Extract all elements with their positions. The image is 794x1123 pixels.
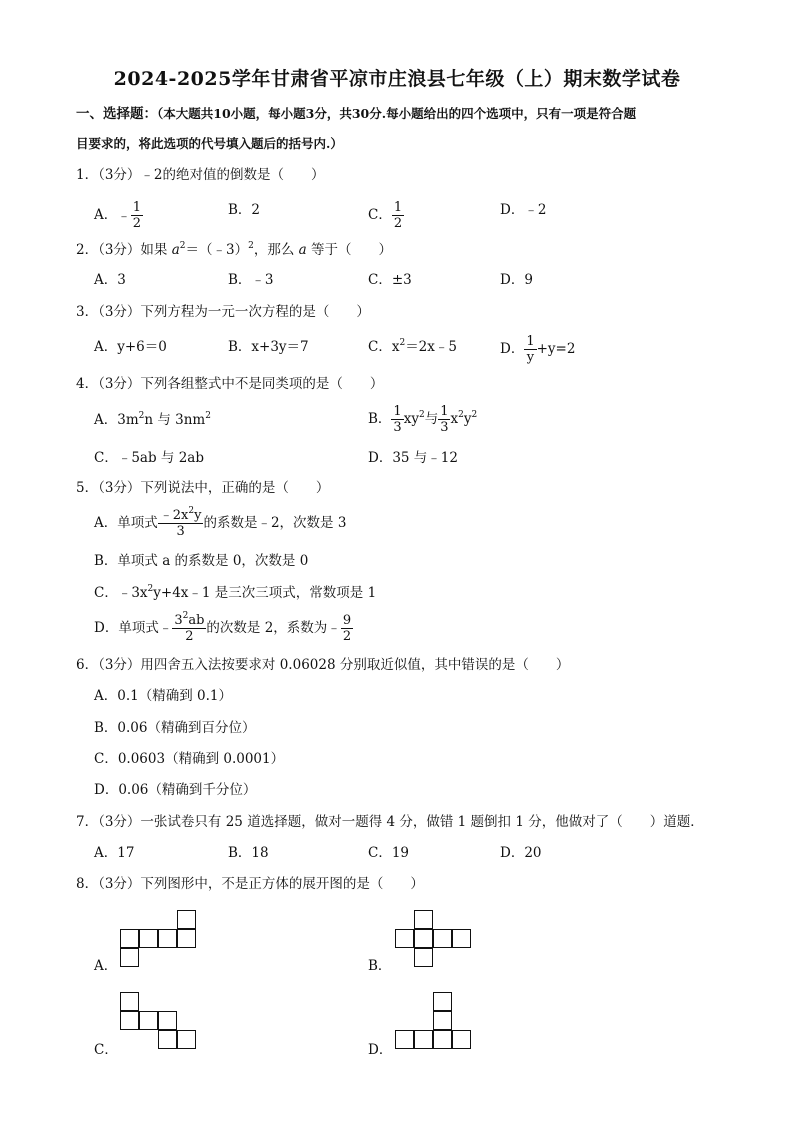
q2-option-a[interactable]: A．3 <box>94 272 126 288</box>
net-square <box>139 929 158 948</box>
net-square <box>433 1011 452 1030</box>
q3-option-c[interactable]: C．$x^2=2x﹣5$ <box>368 338 457 355</box>
q2-option-d[interactable]: D．9 <box>500 272 533 288</box>
q7-option-c[interactable]: C．19 <box>368 845 410 861</box>
fraction: $\frac{1}{3}$ <box>393 404 402 435</box>
section-heading-label: 一、选择题： <box>76 106 157 122</box>
net-square <box>177 929 196 948</box>
net-square <box>452 929 471 948</box>
net-square <box>433 992 452 1011</box>
q5-option-b[interactable]: B．单项式 a 的系数是 0，次数是 0 <box>94 553 309 569</box>
net-square <box>433 1030 452 1049</box>
question-4-stem: 4．（3分）下列各组整式中不是同类项的是（ ） <box>76 376 384 392</box>
q6-option-c[interactable]: C．0.0603（精确到 0.0001） <box>94 751 285 767</box>
question-1-stem: 1．（3分）﹣2的绝对值的倒数是（ ） <box>76 167 325 183</box>
q8-option-b[interactable]: B． <box>368 958 392 974</box>
net-square <box>452 1030 471 1049</box>
q5-option-a[interactable]: A．单项式 $\frac{﹣2x^2y}{3}$ 的系数是﹣2，次数是 3 <box>94 506 347 539</box>
net-square <box>158 1030 177 1049</box>
fraction: $\frac{1}{2}$ <box>393 200 403 231</box>
question-7-stem: 7．（3分）一张试卷只有 25 道选择题，做对一题得 4 分，做错 1 题倒扣 1 分，他做对了（ ）道题． <box>76 814 704 830</box>
q5-option-d[interactable]: D．单项式﹣ $\frac{3^2ab}{2}$ 的次数是 2，系数为﹣ $\frac{9}{2}$ <box>94 611 352 644</box>
net-square <box>158 1011 177 1030</box>
net-square <box>414 1030 433 1049</box>
section-desc-line2: 目要求的，将此选项的代号填入题后的括号内.） <box>76 136 343 151</box>
option-label: C． <box>368 207 392 223</box>
net-square <box>433 929 452 948</box>
q7-option-d[interactable]: D．20 <box>500 845 542 861</box>
q2-option-c[interactable]: C．±3 <box>368 272 412 288</box>
q7-option-b[interactable]: B．18 <box>228 845 269 861</box>
fraction: $\frac{﹣2x^2y}{3}$ <box>159 506 202 539</box>
q6-option-d[interactable]: D．0.06（精确到千分位） <box>94 782 257 798</box>
net-square <box>158 929 177 948</box>
q4-option-d[interactable]: D．35 与﹣12 <box>368 450 458 466</box>
q1-option-b[interactable]: B．2 <box>228 202 261 218</box>
net-square <box>177 1030 196 1049</box>
exam-title: 2024-2025学年甘肃省平凉市庄浪县七年级（上）期末数学试卷 <box>113 68 681 90</box>
q4-option-a[interactable]: A．$3m^2n$ 与 $3nm^2$ <box>94 411 211 428</box>
fraction: $\frac{1}{3}$ <box>440 404 449 435</box>
section-desc-line1: （本大题共10小题，每小题3分，共30分.每小题给出的四个选项中，只有一项是符合题 <box>157 106 637 121</box>
net-square <box>139 1011 158 1030</box>
q6-option-b[interactable]: B．0.06（精确到百分位） <box>94 720 256 736</box>
fraction: $\frac{3^2ab}{2}$ <box>174 611 205 644</box>
fraction: $\frac{1}{2}$ <box>132 200 142 231</box>
q2-option-b[interactable]: B．﹣3 <box>228 272 274 288</box>
q3-option-b[interactable]: B．x+3y＝7 <box>228 339 309 355</box>
q8-option-d[interactable]: D． <box>368 1042 393 1058</box>
q4-option-b[interactable]: B． $\frac{1}{3}$ $xy^2$与 $\frac{1}{3}$ $x^2y^2$ <box>368 404 478 435</box>
q1-option-a[interactable]: A．﹣ $\frac{1}{2}$ <box>94 200 142 231</box>
net-square <box>414 910 433 929</box>
net-square <box>177 910 196 929</box>
q8-option-a[interactable]: A． <box>94 958 118 974</box>
question-6-stem: 6．（3分）用四舍五入法按要求对 0.06028 分别取近似值，其中错误的是（ ） <box>76 657 570 673</box>
q4-option-c[interactable]: C．﹣5ab 与 2ab <box>94 450 204 466</box>
q7-option-a[interactable]: A．17 <box>94 845 135 861</box>
question-3-stem: 3．（3分）下列方程为一元一次方程的是（ ） <box>76 304 370 320</box>
net-square <box>395 929 414 948</box>
fraction: $\frac{1}{y}$ <box>526 334 535 365</box>
net-square <box>120 929 139 948</box>
net-square <box>120 948 139 967</box>
question-5-stem: 5．（3分）下列说法中，正确的是（ ） <box>76 480 330 496</box>
fraction: $\frac{9}{2}$ <box>342 613 352 644</box>
net-square <box>414 929 433 948</box>
q1-option-d[interactable]: D．﹣2 <box>500 202 547 218</box>
q8-option-c[interactable]: C． <box>94 1042 118 1058</box>
question-8-stem: 8．（3分）下列图形中，不是正方体的展开图的是（ ） <box>76 876 424 892</box>
option-label: A． <box>94 207 118 223</box>
q5-option-c[interactable]: C．$﹣3x^2y+4x﹣1$ 是三次三项式，常数项是 1 <box>94 584 377 601</box>
section-heading <box>76 104 636 124</box>
q6-option-a[interactable]: A．0.1（精确到 0.1） <box>94 688 232 704</box>
q3-option-a[interactable]: A．y+6＝0 <box>94 339 167 355</box>
q1-option-c[interactable] <box>368 200 404 231</box>
q3-option-d[interactable]: D． $\frac{1}{y}$ +y=2 <box>500 334 576 365</box>
net-square <box>120 992 139 1011</box>
net-square <box>414 948 433 967</box>
net-square <box>120 1011 139 1030</box>
net-square <box>395 1030 414 1049</box>
question-2-stem: 2．（3分）如果 $a^2=(﹣3)^2$，那么 a 等于（ ） <box>76 241 393 258</box>
